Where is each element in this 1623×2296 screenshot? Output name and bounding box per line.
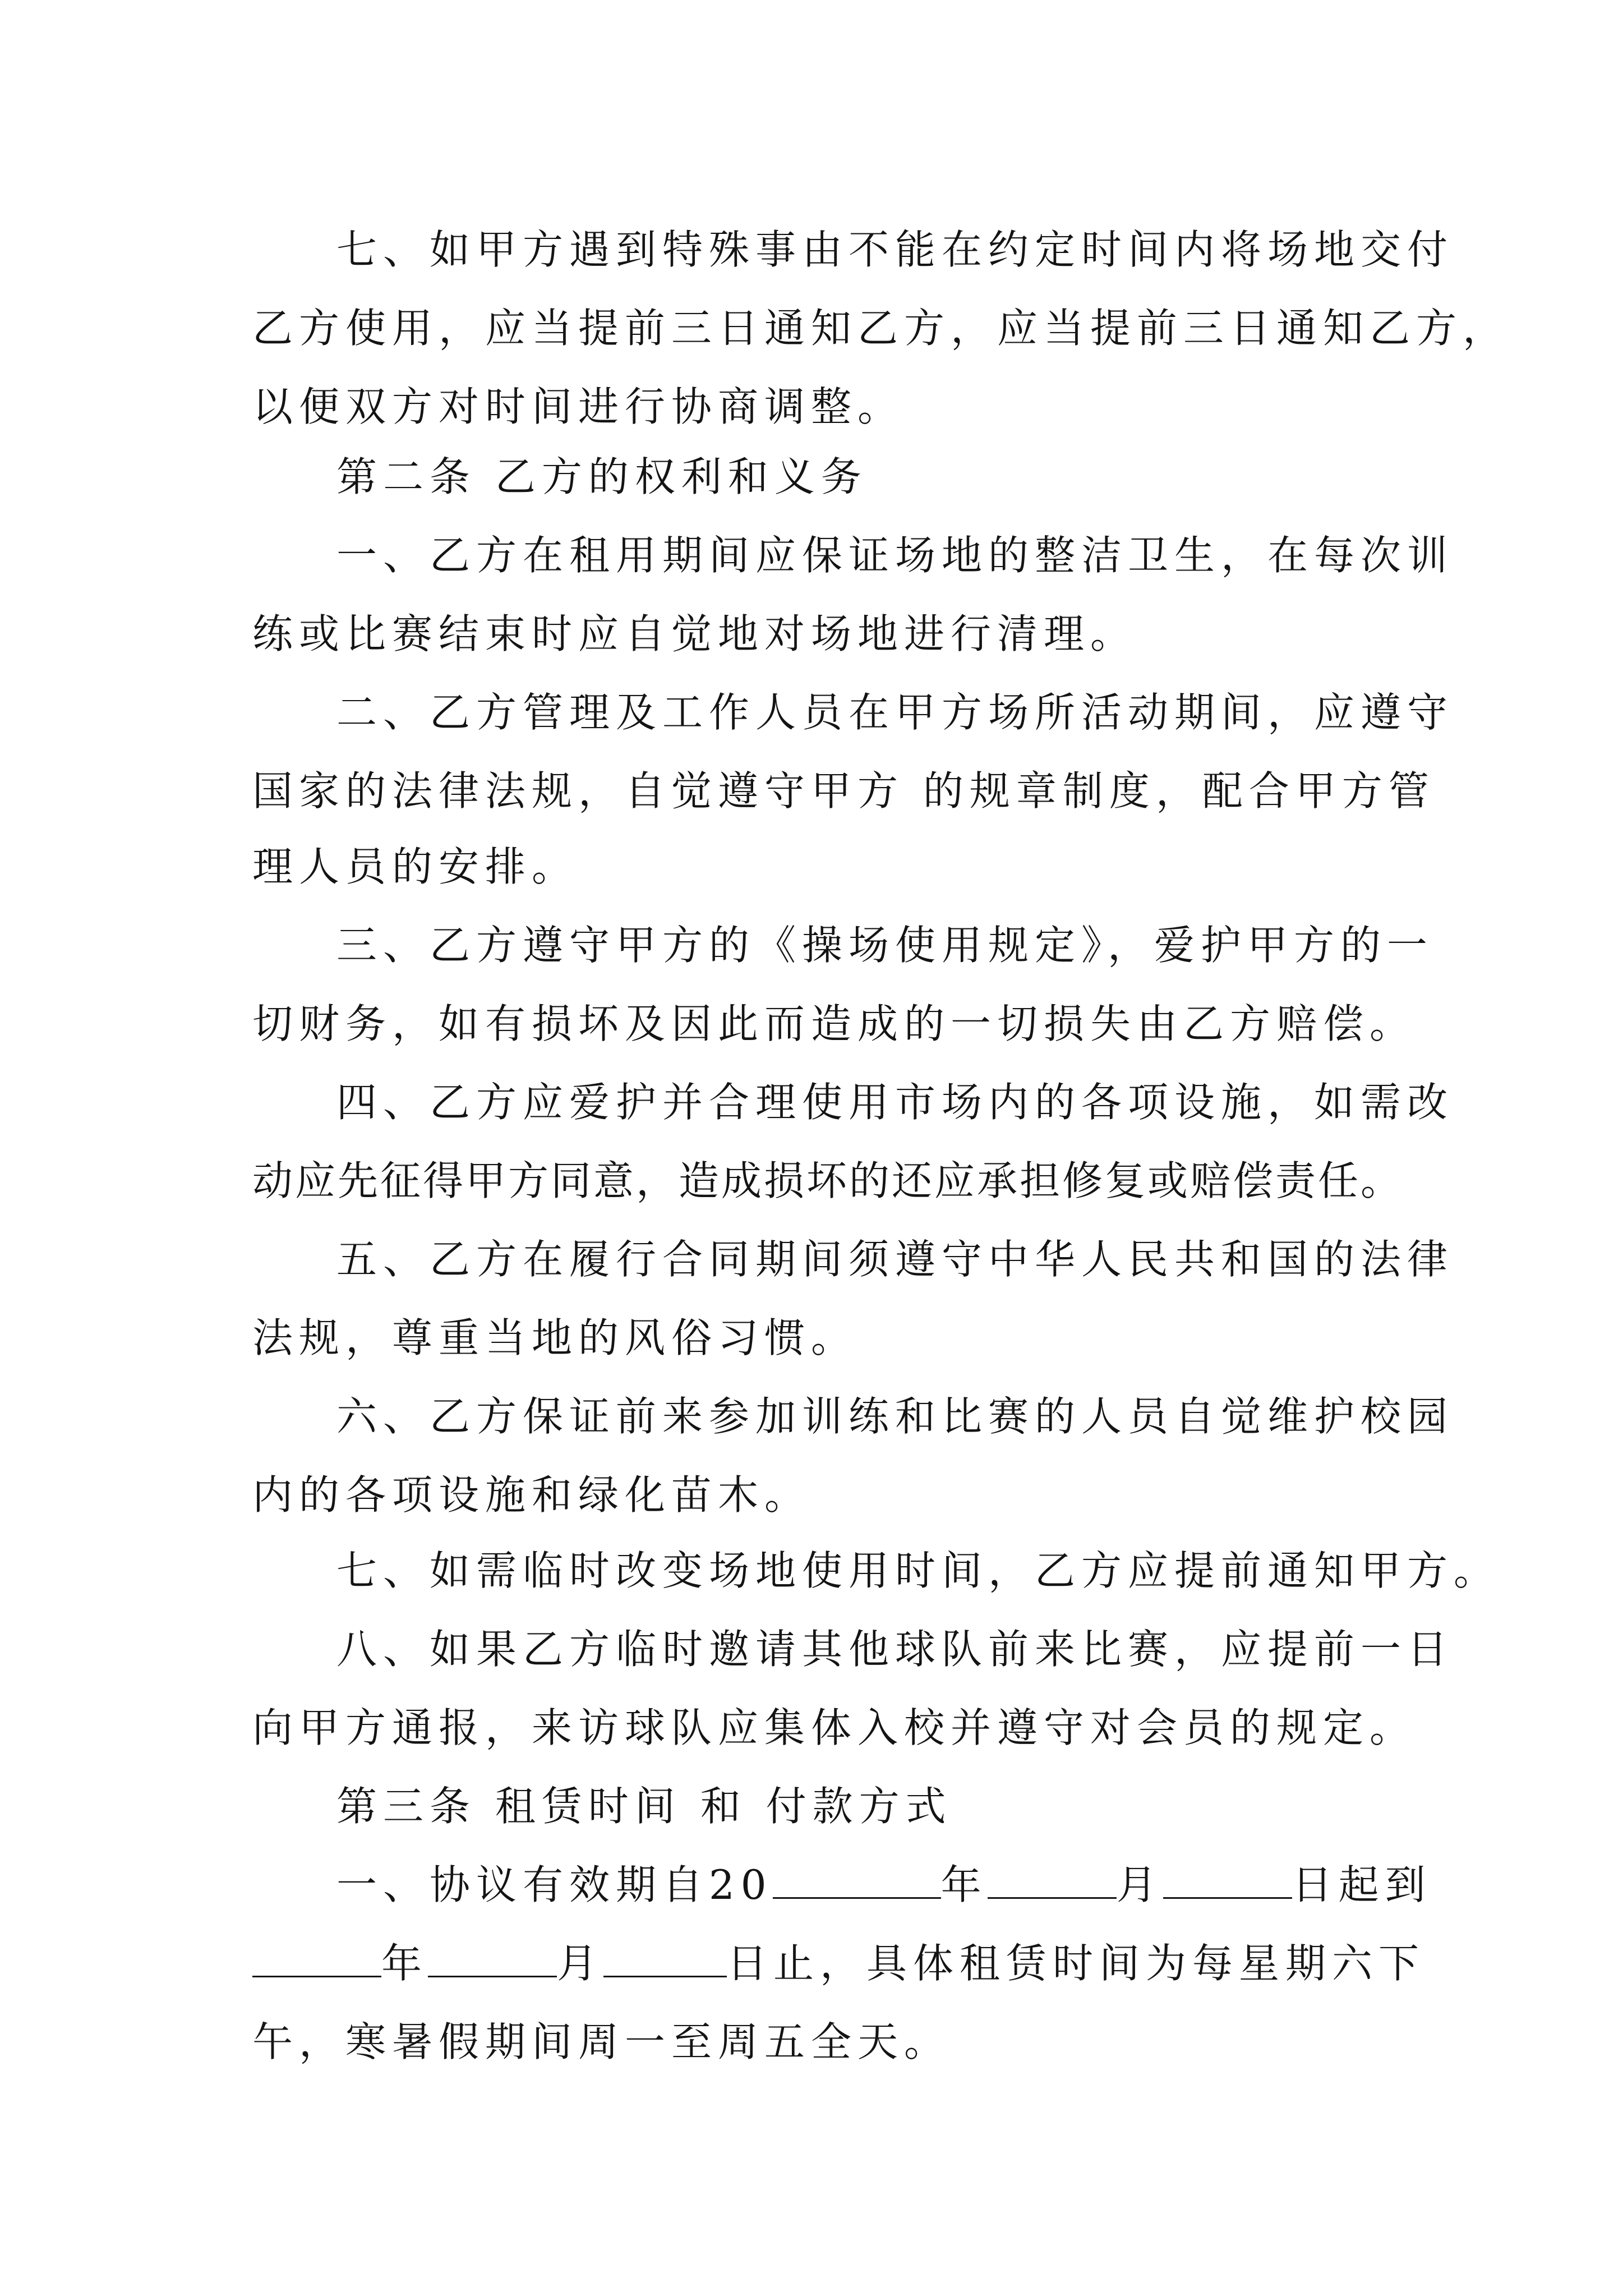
end-year-blank	[252, 1935, 381, 1977]
paragraph-line: 以便双方对时间进行协商调整。	[252, 383, 905, 430]
paragraph-line: 法规，尊重当地的风俗习惯。	[252, 1314, 858, 1361]
paragraph-line: 四、乙方应爱护并合理使用市场内的各项设施，如需改	[336, 1079, 1454, 1126]
paragraph-line: 乙方使用，应当提前三日通知乙方，应当提前三日通知乙方，	[252, 305, 1510, 352]
day-to-label: 日起到	[1292, 1861, 1432, 1908]
section-heading: 第三条 租赁时间 和 付款方式	[336, 1783, 952, 1830]
term-line-2	[252, 1935, 1426, 1991]
end-month-blank	[428, 1935, 557, 1977]
day-blank	[1163, 1857, 1292, 1899]
paragraph-line: 国家的法律法规，自觉遵守甲方 的规章制度，配合甲方管	[252, 767, 1435, 815]
year-blank	[773, 1857, 941, 1899]
term-line-3: 午，寒暑假期间周一至周五全天。	[252, 2018, 951, 2065]
paragraph-line: 一、乙方在租用期间应保证场地的整洁卫生，在每次训	[336, 532, 1454, 579]
paragraph-line: 切财务，如有损坏及因此而造成的一切损失由乙方赔偿。	[252, 1000, 1417, 1047]
term-line-1	[336, 1857, 1432, 1913]
end-year-label: 年	[381, 1940, 428, 1987]
section-heading: 第二条 乙方的权利和义务	[336, 453, 868, 500]
paragraph-line: 七、如甲方遇到特殊事由不能在约定时间内将场地交付	[336, 226, 1454, 273]
end-rest-text: 日止，具体租赁时间为每星期六下	[727, 1940, 1426, 1987]
end-day-blank	[603, 1935, 727, 1977]
paragraph-line: 练或比赛结束时应自觉地对场地进行清理。	[252, 610, 1137, 657]
paragraph-line: 六、乙方保证前来参加训练和比赛的人员自觉维护校园	[336, 1393, 1454, 1440]
month-blank	[988, 1857, 1117, 1899]
paragraph-line: 理人员的安排。	[252, 843, 579, 890]
month-label: 月	[1116, 1861, 1163, 1908]
paragraph-line: 内的各项设施和绿化苗木。	[252, 1471, 811, 1519]
paragraph-line: 五、乙方在履行合同期间须遵守中华人民共和国的法律	[336, 1236, 1454, 1283]
paragraph-line: 三、乙方遵守甲方的《操场使用规定》，爱护甲方的一	[336, 922, 1434, 969]
paragraph-line: 七、如需临时改变场地使用时间，乙方应提前通知甲方。	[336, 1547, 1501, 1594]
paragraph-line: 二、乙方管理及工作人员在甲方场所活动期间，应遵守	[336, 689, 1454, 736]
year-label: 年	[940, 1861, 988, 1908]
paragraph-line: 向甲方通报，来访球队应集体入校并遵守对会员的规定。	[252, 1704, 1417, 1751]
paragraph-line: 动应先征得甲方同意，造成损坏的还应承担修复或赔偿责任。	[252, 1157, 1404, 1204]
end-month-label: 月	[557, 1940, 604, 1987]
term-prefix: 一、协议有效期自20	[336, 1861, 773, 1908]
paragraph-line: 八、如果乙方临时邀请其他球队前来比赛，应提前一日	[336, 1626, 1454, 1673]
